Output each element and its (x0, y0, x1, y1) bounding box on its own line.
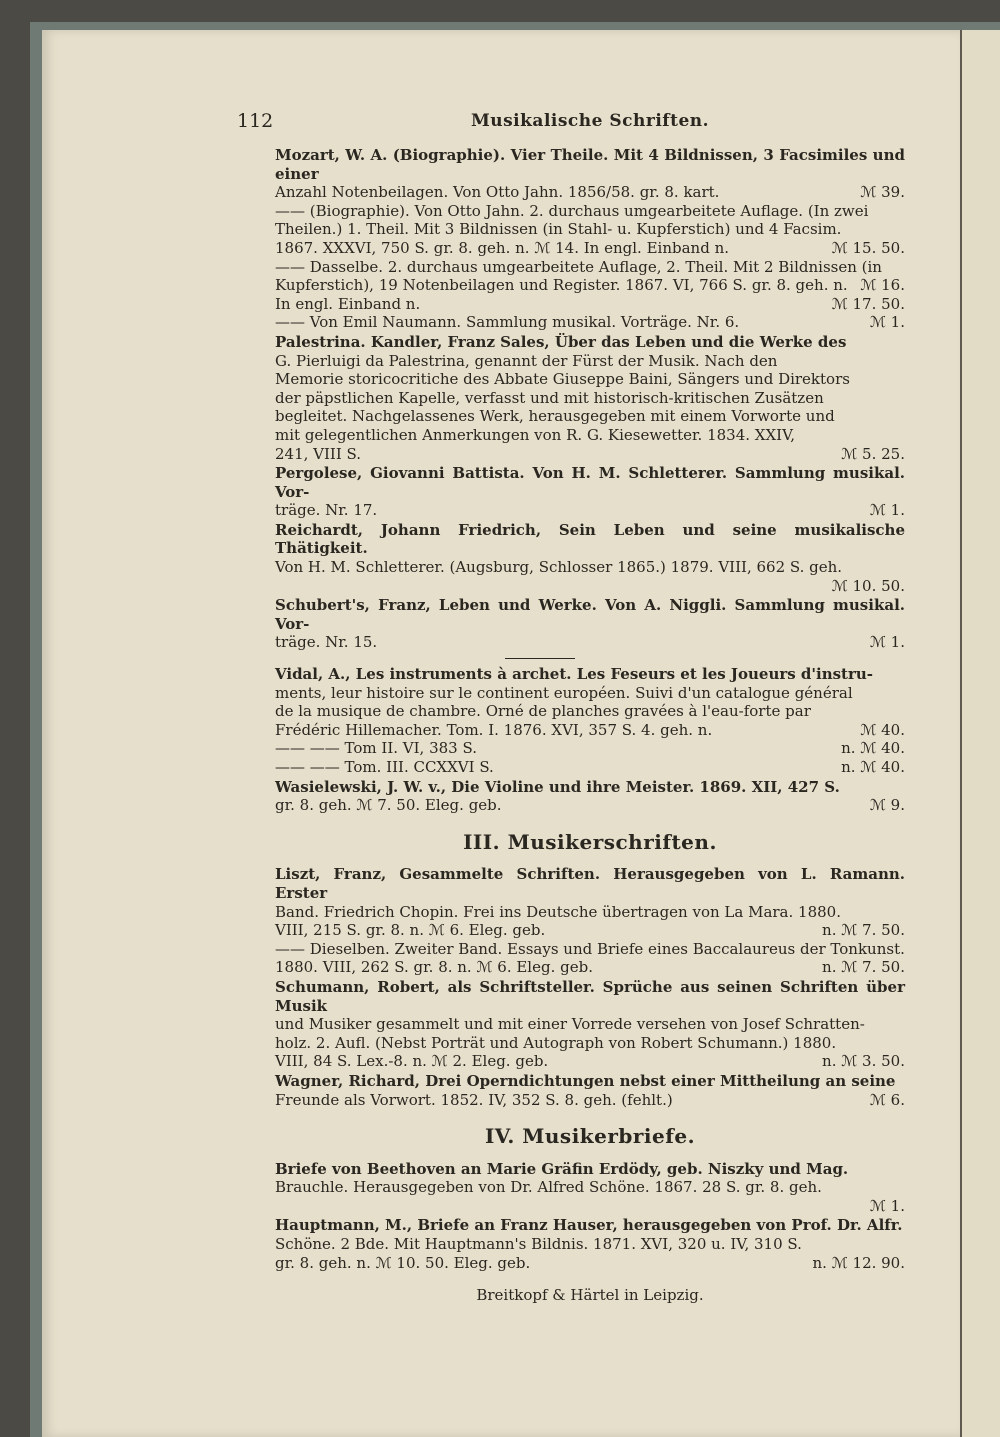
divider (505, 658, 575, 659)
entry-line (275, 558, 905, 577)
entry-line (275, 1072, 905, 1091)
entry-text: gr. 8. geh. ℳ 7. 50. Eleg. geb. (275, 796, 502, 815)
entry-text: Reichardt, Johann Friedrich, Sein Leben und seine musikalische Thätigkeit. (275, 520, 905, 558)
entry-price: n. ℳ 7. 50. (822, 921, 905, 940)
entry-line (275, 633, 905, 652)
entry-text: Brauchle. Herausgegeben von Dr. Alfred Schöne. 1867. 28 S. gr. 8. geh. (275, 1178, 822, 1197)
entry-text: gr. 8. geh. n. ℳ 10. 50. Eleg. geb. (275, 1253, 531, 1272)
entry-price: n. ℳ 3. 50. (822, 1052, 905, 1071)
catalog-entry (275, 1160, 905, 1216)
catalog-entry (275, 1216, 905, 1272)
entry-price: ℳ 6. (869, 1090, 905, 1109)
entry-line (275, 258, 905, 277)
entry-line (275, 146, 905, 183)
entry-text: G. Pierluigi da Palestrina, genannt der Fürst der Musik. Nach den (275, 351, 778, 370)
entry-price: ℳ 1. (869, 1196, 905, 1215)
entry-text: Von H. M. Schletterer. (Augsburg, Schlosser 1865.) 1879. VIII, 662 S. geh. (275, 558, 843, 577)
entry-line (275, 1052, 905, 1071)
entry-text: —— Dieselben. Zweiter Band. Essays und Briefe eines Baccalaureus der Tonkunst. (275, 939, 905, 958)
entry-text: Band. Friedrich Chopin. Frei ins Deutsche übertragen von La Mara. 1880. (275, 902, 841, 921)
catalog-entry (275, 665, 905, 777)
entry-line (275, 295, 905, 314)
entry-text: Kupferstich), 19 Notenbeilagen und Register. 1867. VI, 766 S. gr. 8. geh. n. (275, 276, 848, 295)
entry-text: Schumann, Robert, als Schriftsteller. Sprüche aus seinen Schriften über Musik (275, 977, 905, 1015)
entry-text: Anzahl Notenbeilagen. Von Otto Jahn. 1856/58. gr. 8. kart. (275, 183, 720, 202)
entry-line (275, 684, 905, 703)
entry-text: ments, leur histoire sur le continent européen. Suivi d'un catalogue général (275, 683, 853, 702)
entry-text: Wasielewski, J. W. v., Die Violine und ihre Meister. 1869. XII, 427 S. (275, 777, 840, 796)
entry-line (275, 758, 905, 777)
entry-line (275, 407, 905, 426)
entry-price: ℳ 9. (869, 796, 905, 815)
section-iii-title: III. Musikerschriften. (463, 829, 717, 854)
entry-text: Freunde als Vorwort. 1852. IV, 352 S. 8. geh. (fehlt.) (275, 1090, 673, 1109)
entry-price: ℳ 1. (869, 633, 905, 652)
entry-text: —— (Biographie). Von Otto Jahn. 2. durchaus umgearbeitete Auflage. (In zwei (275, 201, 869, 220)
entry-line (275, 739, 905, 758)
entry-text: Vidal, A., Les instruments à archet. Les Feseurs et les Joueurs d'instru- (275, 665, 874, 684)
entry-line (275, 1216, 905, 1235)
entry-line (275, 978, 905, 1015)
section-iii-entries (275, 865, 905, 1109)
entry-line (275, 796, 905, 815)
entry-text: 1867. XXXVI, 750 S. gr. 8. geh. n. ℳ 14. In engl. Einband n. (275, 238, 729, 257)
catalog-entry (275, 1072, 905, 1109)
entry-text: Schöne. 2 Bde. Mit Hauptmann's Bildnis. 1871. XVI, 320 u. IV, 310 S. (275, 1235, 802, 1254)
entry-line (275, 501, 905, 520)
entry-text: VIII, 84 S. Lex.-8. n. ℳ 2. Eleg. geb. (275, 1052, 549, 1071)
entry-text: Wagner, Richard, Drei Operndichtungen nebst einer Mittheilung an seine (275, 1071, 896, 1090)
entry-line (275, 596, 905, 633)
entry-price: ℳ 10. 50. (831, 576, 905, 595)
entry-text: 1880. VIII, 262 S. gr. 8. n. ℳ 6. Eleg. geb. (275, 958, 593, 977)
entry-text: träge. Nr. 17. (275, 501, 378, 520)
catalog-entry (275, 865, 905, 977)
entry-text: Memorie storicocritiche des Abbate Giuseppe Baini, Sängers und Direktors (275, 370, 850, 389)
entry-line (275, 577, 905, 596)
entry-line (275, 1235, 905, 1254)
entry-price: ℳ 15. 50. (831, 238, 905, 257)
entry-line (275, 702, 905, 721)
catalog-entry (275, 778, 905, 815)
entry-line (275, 239, 905, 258)
entry-line (275, 521, 905, 558)
entry-line (275, 426, 905, 445)
entry-price: n. ℳ 12. 90. (812, 1253, 905, 1272)
entry-price: ℳ 1. (869, 501, 905, 520)
catalog-entry (275, 464, 905, 520)
entry-line (275, 220, 905, 239)
entry-text: Frédéric Hillemacher. Tom. I. 1876. XVI, 357 S. 4. geh. n. (275, 720, 713, 739)
catalog-entry (275, 146, 905, 332)
running-title: Musikalische Schriften. (470, 111, 710, 131)
entry-text: Schubert's, Franz, Leben und Werke. Von A. Niggli. Sammlung musikal. Vor- (275, 596, 905, 633)
entry-text: de la musique de chambre. Orné de planches gravées à l'eau-forte par (275, 702, 811, 721)
entry-line (275, 464, 905, 501)
entry-line (275, 333, 905, 352)
entry-line (275, 665, 905, 684)
entry-text: In engl. Einband n. (275, 294, 421, 313)
entry-line (275, 389, 905, 408)
entry-text: —— Von Emil Naumann. Sammlung musikal. Vorträge. Nr. 6. (275, 313, 740, 332)
entry-text: Briefe von Beethoven an Marie Gräfin Erdödy, geb. Niszky und Mag. (275, 1159, 849, 1178)
entry-line (275, 352, 905, 371)
entry-line (275, 276, 905, 295)
entry-line (275, 183, 905, 202)
entry-line (275, 1254, 905, 1273)
entry-line (275, 1034, 905, 1053)
next-page-edge (960, 30, 1000, 1437)
entry-price: ℳ 40. (860, 720, 905, 739)
entry-price: n. ℳ 40. (841, 739, 905, 758)
catalog-entry (275, 333, 905, 463)
entry-line (275, 1091, 905, 1110)
entry-text: 241, VIII S. (275, 444, 362, 463)
entry-price: ℳ 1. (869, 313, 905, 332)
section-iv-entries (275, 1160, 905, 1273)
entry-line (275, 865, 905, 902)
entry-text: Palestrina. Kandler, Franz Sales, Über das Leben und die Werke des (275, 332, 847, 351)
entry-line (275, 1160, 905, 1179)
entry-text: —— Dasselbe. 2. durchaus umgearbeitete Auflage, 2. Theil. Mit 2 Bildnissen (in (275, 257, 882, 276)
entry-line (275, 778, 905, 797)
section-iv-title: IV. Musikerbriefe. (484, 1124, 696, 1149)
entry-text: der päpstlichen Kapelle, verfasst und mit historisch-kritischen Zusätzen (275, 388, 824, 407)
entry-text: Pergolese, Giovanni Battista. Von H. M. Schletterer. Sammlung musikal. Vor- (275, 464, 905, 501)
entry-text: —— —— Tom II. VI, 383 S. (275, 739, 477, 758)
entry-price: ℳ 17. 50. (831, 294, 905, 313)
publisher-footer: Breitkopf & Härtel in Leipzig. (476, 1286, 704, 1305)
entry-text: holz. 2. Aufl. (Nebst Porträt und Autograph von Robert Schumann.) 1880. (275, 1033, 837, 1052)
entry-price: ℳ 5. 25. (841, 444, 905, 463)
page-number: 112 (237, 110, 274, 132)
entry-line (275, 721, 905, 740)
entry-line (275, 445, 905, 464)
entry-text: begleitet. Nachgelassenes Werk, herausgegeben mit einem Vorworte und (275, 407, 835, 426)
entry-line (275, 1197, 905, 1216)
entry-line (275, 370, 905, 389)
entry-line (275, 903, 905, 922)
entry-line (275, 958, 905, 977)
entry-line (275, 921, 905, 940)
section-ii-entries (275, 146, 905, 815)
entry-line (275, 202, 905, 221)
entry-price: n. ℳ 7. 50. (822, 958, 905, 977)
entry-line (275, 940, 905, 959)
entry-text: Liszt, Franz, Gesammelte Schriften. Herausgegeben von L. Ramann. Erster (275, 865, 905, 902)
entry-price: n. ℳ 40. (841, 758, 905, 776)
entry-price: ℳ 16. (860, 276, 905, 295)
catalog-entry (275, 596, 905, 652)
entry-text: träge. Nr. 15. (275, 633, 378, 652)
entry-text: Hauptmann, M., Briefe an Franz Hauser, herausgegeben von Prof. Dr. Alfr. (275, 1216, 903, 1235)
entry-line (275, 313, 905, 332)
catalog-entry (275, 978, 905, 1071)
entry-text: —— —— Tom. III. CCXXVI S. (275, 758, 494, 776)
entry-line (275, 1178, 905, 1197)
page-content (237, 110, 905, 1305)
entry-text: VIII, 215 S. gr. 8. n. ℳ 6. Eleg. geb. (275, 921, 546, 940)
entry-text: und Musiker gesammelt und mit einer Vorrede versehen von Josef Schratten- (275, 1015, 865, 1034)
entry-text: Theilen.) 1. Theil. Mit 3 Bildnissen (in Stahl- u. Kupferstich) und 4 Facsim. (275, 220, 842, 239)
catalog-entry (275, 521, 905, 595)
entry-text: Mozart, W. A. (Biographie). Vier Theile. Mit 4 Bildnissen, 3 Facsimiles und einer (275, 146, 905, 183)
page-header (237, 110, 905, 146)
entry-line (275, 1015, 905, 1034)
entry-text: mit gelegentlichen Anmerkungen von R. G. Kiesewetter. 1834. XXIV, (275, 425, 796, 444)
entry-price: ℳ 39. (860, 183, 905, 202)
